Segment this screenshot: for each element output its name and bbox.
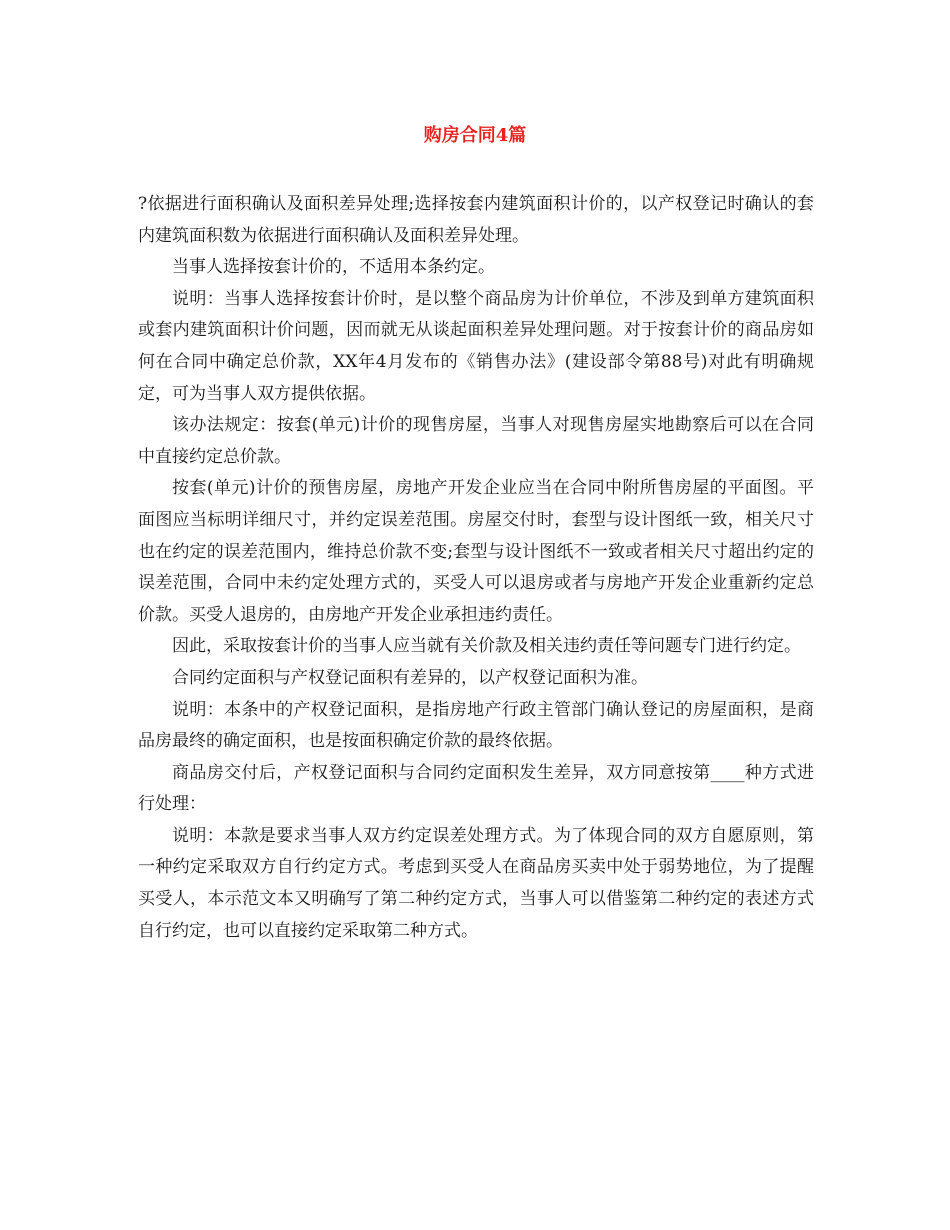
paragraph: 合同约定面积与产权登记面积有差异的，以产权登记面积为准。 xyxy=(172,667,648,688)
paragraph: ?依据进行面积确认及面积差异处理;选择按套内建筑面积计价的，以产权登记时确认的套内建筑面积数为依据进行面积确认及面积差异处理。 xyxy=(138,194,814,246)
paragraph: 该办法规定：按套(单元)计价的现售房屋，当事人对现售房屋实地勘察后可以在合同中直接约定总价款。 xyxy=(138,415,814,467)
paragraph: 当事人选择按套计价的，不适用本条约定。 xyxy=(172,257,495,278)
paragraph: 商品房交付后，产权登记面积与合同约定面积发生差异，双方同意按第____种方式进行处理： xyxy=(138,762,814,815)
paragraph: 说明：本条中的产权登记面积，是指房地产行政主管部门确认登记的房屋面积，是商品房最终的确定面积，也是按面积确定价款的最终依据。 xyxy=(138,699,814,752)
paragraph: 说明：当事人选择按套计价时，是以整个商品房为计价单位，不涉及到单方建筑面积或套内建筑面积计价问题，因而就无从谈起面积差异处理问题。对于按套计价的商品房如何在合同中确定总价款，XX年4月发布的《销售办法》(建设部令第88号)对此有明确规定，可为当事人双方提供依据。 xyxy=(138,288,814,404)
paragraph: 按套(单元)计价的预售房屋，房地产开发企业应当在合同中附所售房屋的平面图。平面图应当标明详细尺寸，并约定误差范围。房屋交付时，套型与设计图纸一致，相关尺寸也在约定的误差范围内，维持总价款不变;套型与设计图纸不一致或者相关尺寸超出约定的误差范围，合同中未约定处理方式的，买受人可以退房或者与房地产开发企业重新约定总价款。买受人退房的，由房地产开发企业承担违约责任。 xyxy=(138,478,814,625)
paragraph: 说明：本款是要求当事人双方约定误差处理方式。为了体现合同的双方自愿原则，第一种约定采取双方自行约定方式。考虑到买受人在商品房买卖中处于弱势地位，为了提醒买受人，本示范文本又明确写了第二种约定方式，当事人可以借鉴第二种约定的表述方式自行约定，也可以直接约定采取第二种方式。 xyxy=(138,825,814,941)
paragraph: 因此，采取按套计价的当事人应当就有关价款及相关违约责任等问题专门进行约定。 xyxy=(172,636,801,657)
document-title: 购房合同4篇 xyxy=(423,125,527,146)
document-body xyxy=(138,189,814,947)
